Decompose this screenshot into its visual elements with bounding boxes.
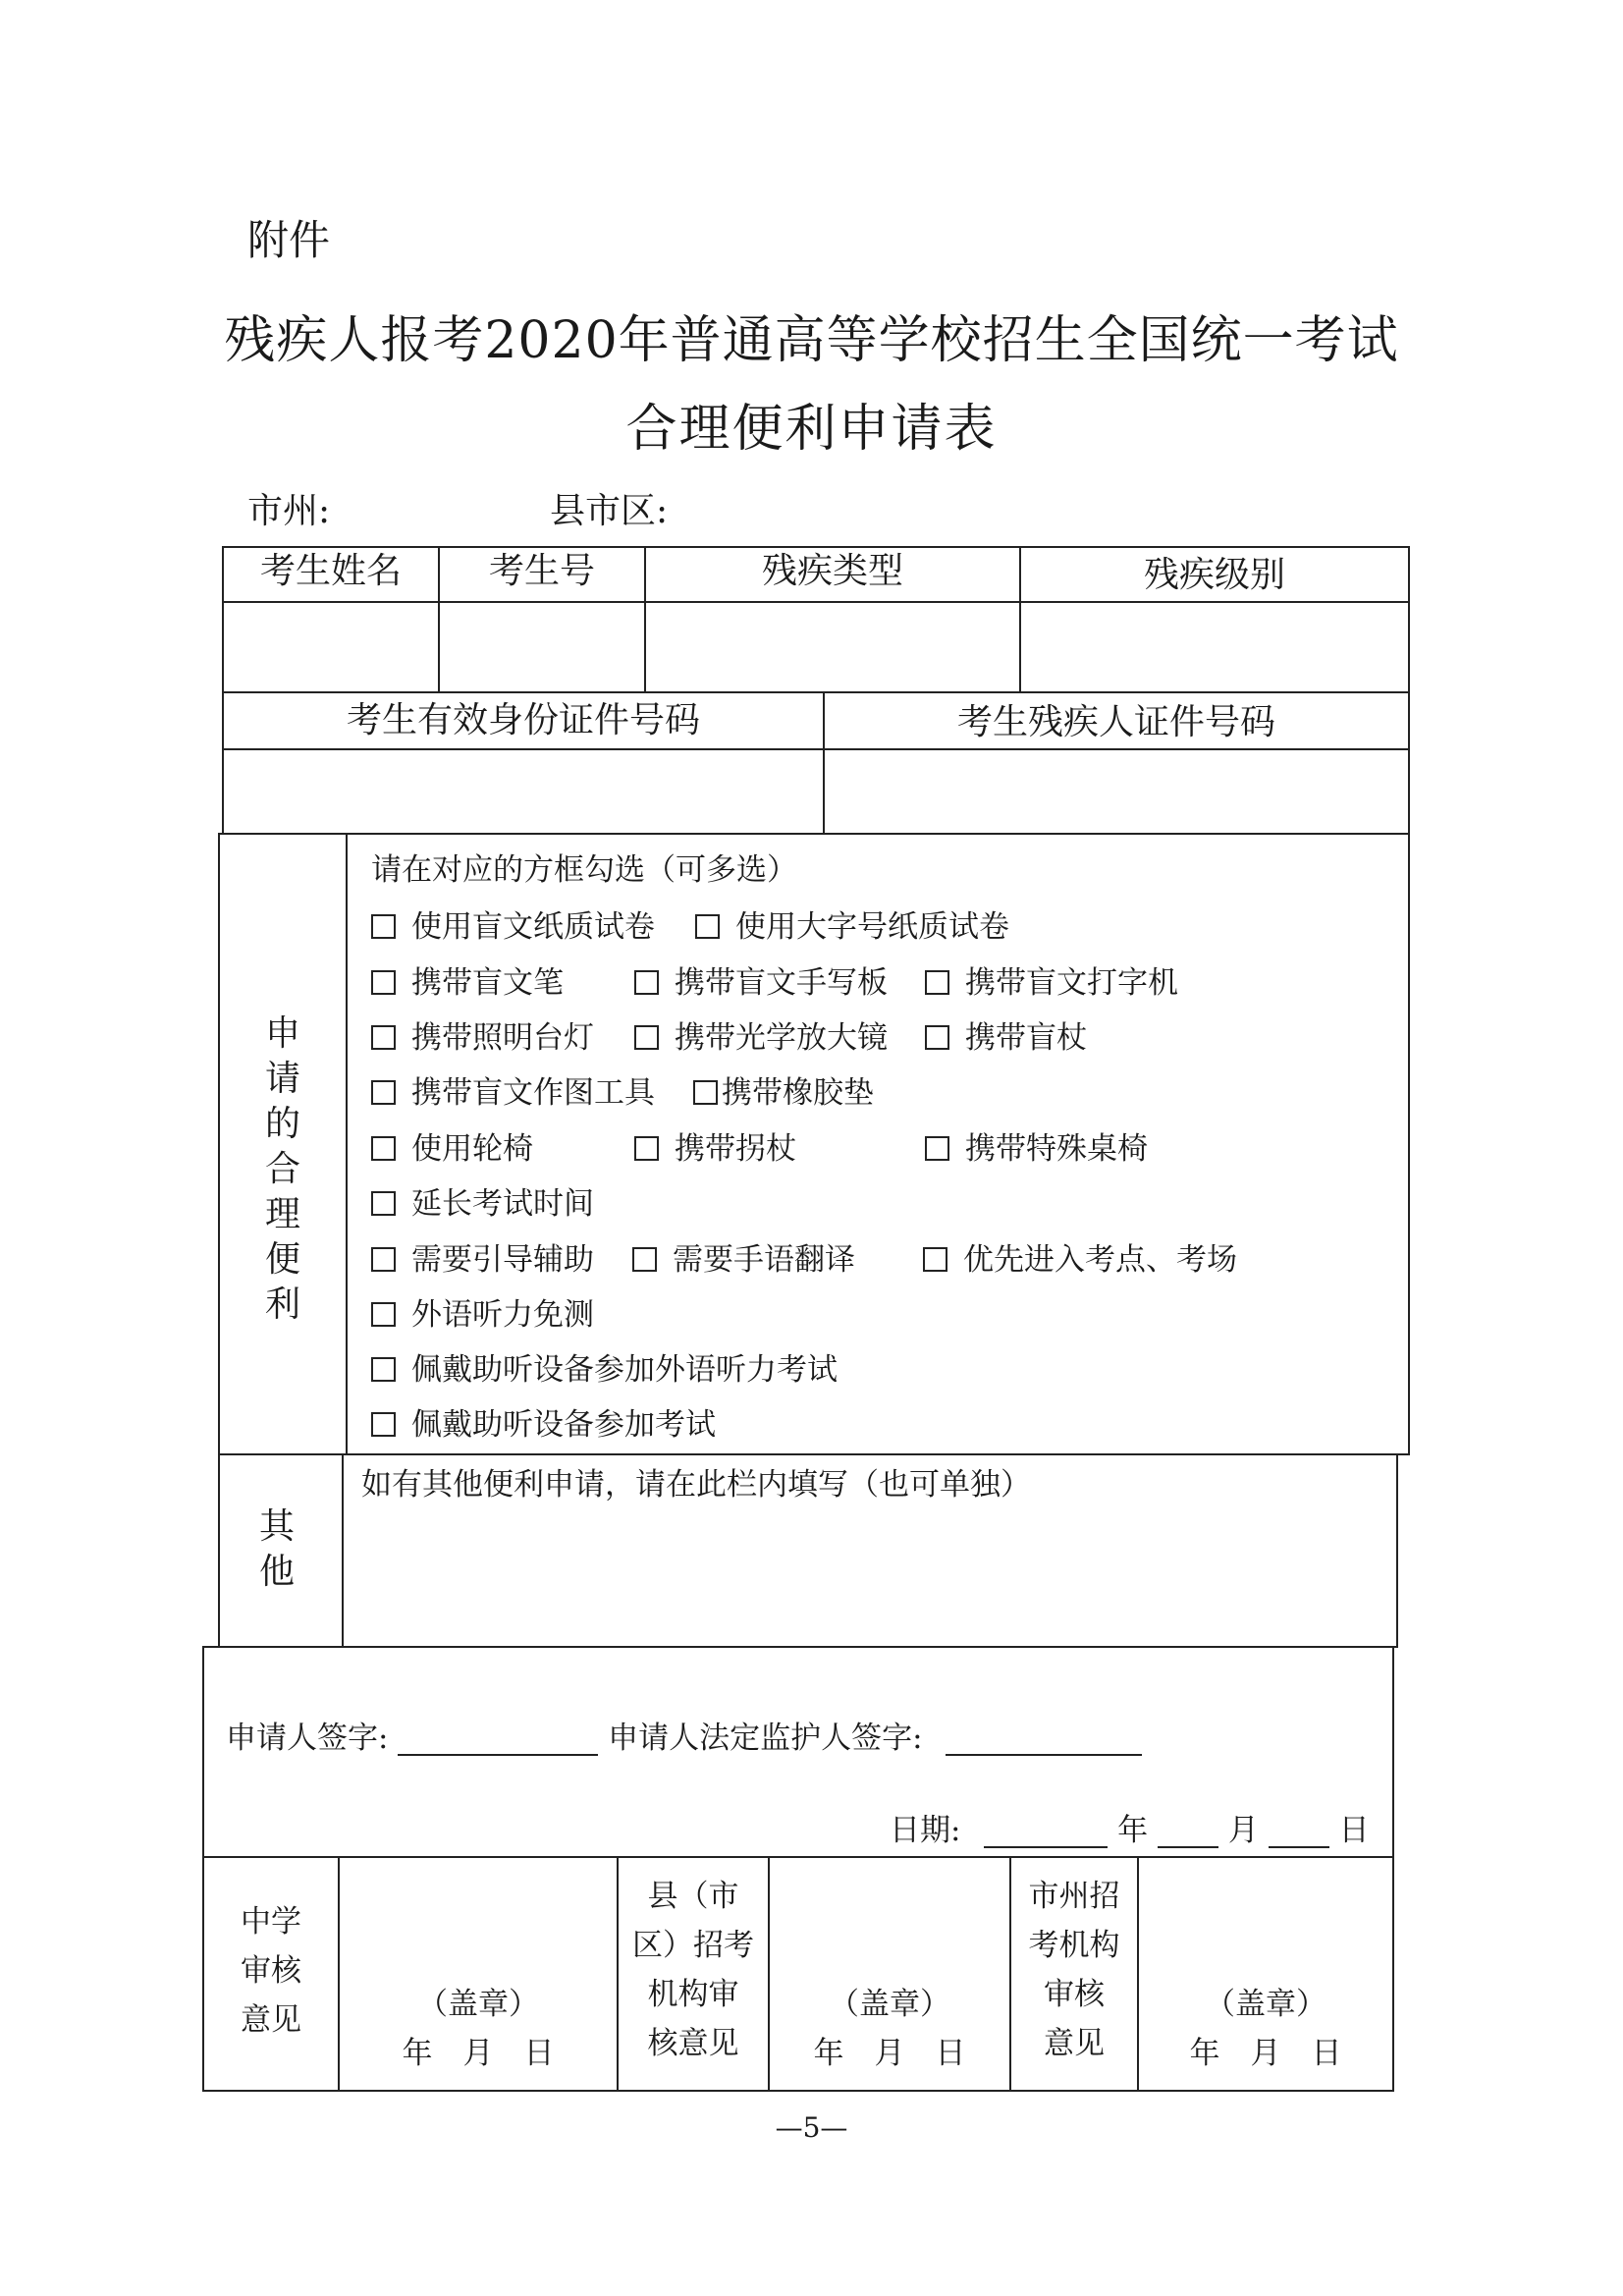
table-left-border-mid xyxy=(218,835,220,1648)
checkbox[interactable] xyxy=(371,1357,396,1382)
option-white-cane[interactable]: 携带盲杖 xyxy=(925,1012,1087,1057)
disability-level-field[interactable] xyxy=(1021,603,1408,691)
option-extended-time[interactable]: 延长考试时间 xyxy=(371,1178,594,1223)
seal-label: （盖章） xyxy=(417,1987,539,2022)
form-title-line1: 残疾人报考2020年普通高等学校招生全国统一考试 xyxy=(224,311,1399,370)
attachment-label: 附件 xyxy=(247,216,331,264)
disability-type-field[interactable] xyxy=(646,603,1019,691)
accommodations-section-label: 申 请 的 合 理 便 利 xyxy=(264,1013,300,1325)
checkbox[interactable] xyxy=(693,1080,718,1105)
page-number: —5— xyxy=(775,2111,848,2144)
seal-date: 年 月 日 xyxy=(402,2036,555,2071)
checkbox[interactable] xyxy=(371,1191,396,1216)
option-hearing-aid-listening[interactable]: 佩戴助听设备参加外语听力考试 xyxy=(371,1344,838,1389)
checkbox[interactable] xyxy=(634,1025,659,1050)
county-label: 县市区: xyxy=(550,491,669,531)
date-day-field[interactable] xyxy=(1269,1821,1329,1848)
city-review-label: 市州招 考机构 审核 意见 xyxy=(1028,1879,1120,2061)
seal-label: （盖章） xyxy=(1205,1987,1326,2022)
seal-date: 年 月 日 xyxy=(1189,2036,1342,2071)
day-label: 日 xyxy=(1338,1813,1370,1848)
option-braille-slate[interactable]: 携带盲文手写板 xyxy=(634,957,888,1002)
seal-label: （盖章） xyxy=(829,1987,950,2022)
section-divider xyxy=(342,1455,344,1648)
checkbox[interactable] xyxy=(371,1302,396,1327)
checkbox[interactable] xyxy=(371,1136,396,1161)
guardian-signature-field[interactable] xyxy=(946,1728,1142,1756)
header-exam-no: 考生号 xyxy=(488,551,595,591)
school-review-seal xyxy=(340,1980,617,2078)
form-title-line2: 合理便利申请表 xyxy=(625,400,998,459)
checkbox[interactable] xyxy=(695,914,720,939)
city-label: 市州: xyxy=(247,491,331,531)
date-month-field[interactable] xyxy=(1158,1821,1218,1848)
table-right-border-lower xyxy=(1392,1648,1394,2092)
checkbox[interactable] xyxy=(925,970,949,995)
other-instruction: 如有其他便利申请，请在此栏内填写（也可单独） xyxy=(361,1467,1031,1503)
checkbox[interactable] xyxy=(923,1247,947,1272)
option-listening-exempt[interactable]: 外语听力免测 xyxy=(371,1289,594,1334)
table-bottom-border xyxy=(202,2090,1394,2092)
county-review-seal xyxy=(770,1980,1009,2078)
row-divider xyxy=(218,833,1410,835)
other-section-label: 其 他 xyxy=(258,1506,295,1592)
table-top-border xyxy=(222,546,1410,548)
date-row xyxy=(890,1805,1370,1849)
applicant-signature-label: 申请人签字: xyxy=(226,1721,389,1756)
month-label: 月 xyxy=(1227,1813,1259,1848)
option-hearing-aid-exam[interactable]: 佩戴助听设备参加考试 xyxy=(371,1399,716,1444)
header-name: 考生姓名 xyxy=(259,551,402,591)
option-sign-language[interactable]: 需要手语翻译 xyxy=(632,1234,855,1279)
option-crutches[interactable]: 携带拐杖 xyxy=(634,1123,796,1168)
checkbox[interactable] xyxy=(925,1136,949,1161)
option-optical-magnifier[interactable]: 携带光学放大镜 xyxy=(634,1012,888,1057)
option-wheelchair[interactable]: 使用轮椅 xyxy=(371,1123,533,1168)
option-braille-typewriter[interactable]: 携带盲文打字机 xyxy=(925,957,1178,1002)
option-braille-paper[interactable]: 使用盲文纸质试卷 xyxy=(371,902,655,946)
date-year-field[interactable] xyxy=(984,1821,1108,1848)
disability-cert-label: 考生残疾人证件号码 xyxy=(956,702,1275,742)
checkbox[interactable] xyxy=(371,1080,396,1105)
school-review-label: 中学 审核 意见 xyxy=(241,1904,301,2038)
guardian-signature-label: 申请人法定监护人签字: xyxy=(608,1721,923,1756)
id-number-label: 考生有效身份证件号码 xyxy=(346,700,700,740)
applicant-signature-field[interactable] xyxy=(398,1728,598,1756)
option-desk-lamp[interactable]: 携带照明台灯 xyxy=(371,1012,594,1057)
checkbox[interactable] xyxy=(634,1136,659,1161)
date-label: 日期: xyxy=(890,1813,961,1848)
checkbox[interactable] xyxy=(632,1247,657,1272)
accommodations-instruction: 请在对应的方框勾选（可多选） xyxy=(371,852,797,888)
table-right-border-upper xyxy=(1408,546,1410,1455)
header-disability-type: 残疾类型 xyxy=(761,551,903,591)
option-large-print-paper[interactable]: 使用大字号纸质试卷 xyxy=(695,902,1009,946)
option-braille-drawing-tools[interactable]: 携带盲文作图工具 xyxy=(371,1067,655,1112)
row-divider xyxy=(218,1453,1410,1455)
checkbox[interactable] xyxy=(925,1025,949,1050)
other-textarea[interactable] xyxy=(353,1506,1390,1640)
checkbox[interactable] xyxy=(371,914,396,939)
table-right-border-mid xyxy=(1396,1455,1398,1648)
checkbox[interactable] xyxy=(371,970,396,995)
option-rubber-mat[interactable]: 携带橡胶垫 xyxy=(693,1067,874,1112)
option-priority-entry[interactable]: 优先进入考点、考场 xyxy=(923,1234,1237,1279)
county-review-label: 县（市 区）招考 机构审 核意见 xyxy=(632,1879,754,2061)
seal-date: 年 月 日 xyxy=(813,2036,966,2071)
option-guide-assistance[interactable]: 需要引导辅助 xyxy=(371,1234,594,1279)
checkbox[interactable] xyxy=(634,970,659,995)
row-divider xyxy=(202,1646,1396,1648)
row-divider xyxy=(202,1856,1394,1858)
option-special-desk-chair[interactable]: 携带特殊桌椅 xyxy=(925,1123,1148,1168)
disability-cert-field[interactable] xyxy=(825,750,1408,833)
name-field[interactable] xyxy=(224,603,438,691)
exam-no-field[interactable] xyxy=(440,603,644,691)
header-disability-level: 残疾级别 xyxy=(1143,555,1285,595)
checkbox[interactable] xyxy=(371,1247,396,1272)
id-number-field[interactable] xyxy=(224,750,823,833)
city-review-seal xyxy=(1139,1980,1392,2078)
checkbox[interactable] xyxy=(371,1412,396,1437)
year-label: 年 xyxy=(1117,1813,1149,1848)
row-divider xyxy=(222,691,1410,693)
option-braille-pen[interactable]: 携带盲文笔 xyxy=(371,957,564,1002)
applicant-signature-row xyxy=(226,1713,1142,1757)
checkbox[interactable] xyxy=(371,1025,396,1050)
section-divider xyxy=(346,835,348,1455)
